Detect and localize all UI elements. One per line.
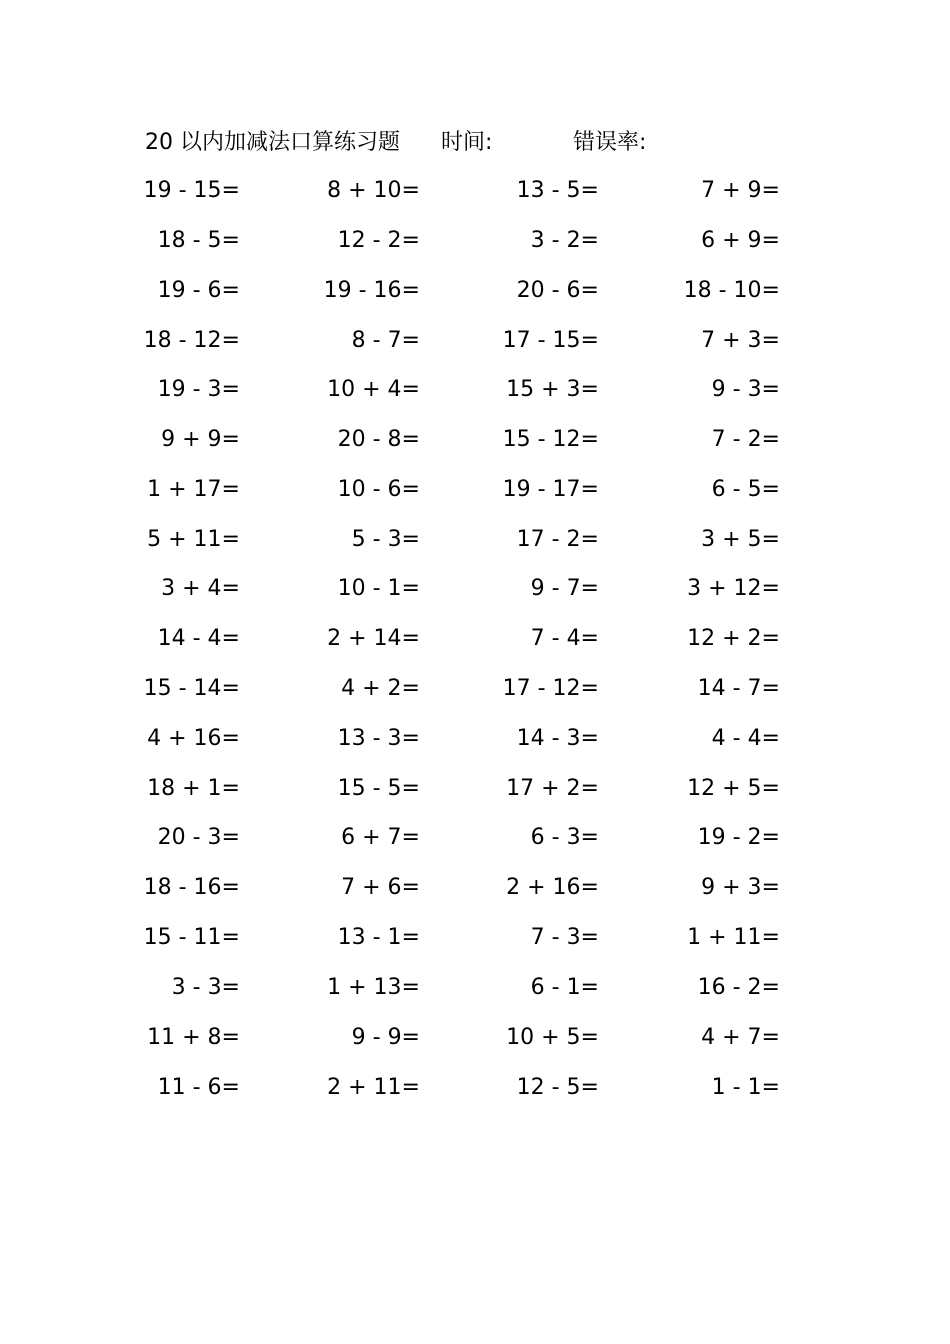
problem: 4 + 16= xyxy=(147,726,240,751)
problem: 12 + 5= xyxy=(687,776,780,801)
problem: 7 + 3= xyxy=(701,328,780,353)
problem: 1 + 13= xyxy=(327,975,420,1000)
problem: 13 - 1= xyxy=(337,925,420,950)
problem: 6 - 3= xyxy=(530,825,599,850)
problem: 17 + 2= xyxy=(506,776,599,801)
problem-row xyxy=(0,622,950,656)
problem-row xyxy=(0,373,950,407)
problem: 15 - 14= xyxy=(143,676,240,701)
problem: 9 + 9= xyxy=(161,427,240,452)
problem-row xyxy=(0,473,950,507)
problem-row xyxy=(0,921,950,955)
problem: 7 - 2= xyxy=(711,427,780,452)
problem: 2 + 11= xyxy=(327,1075,420,1100)
problem: 20 - 6= xyxy=(516,278,599,303)
problem: 6 - 1= xyxy=(530,975,599,1000)
problem: 3 + 4= xyxy=(161,576,240,601)
problem: 6 + 7= xyxy=(341,825,420,850)
problem: 14 - 7= xyxy=(697,676,780,701)
problem: 18 - 10= xyxy=(683,278,780,303)
problem: 6 + 9= xyxy=(701,228,780,253)
problem: 17 - 2= xyxy=(516,527,599,552)
problem: 15 - 12= xyxy=(502,427,599,452)
problem: 13 - 5= xyxy=(516,178,599,203)
problem: 8 - 7= xyxy=(351,328,420,353)
problem-row xyxy=(0,971,950,1005)
problem: 3 + 12= xyxy=(687,576,780,601)
problem: 5 - 3= xyxy=(351,527,420,552)
problem: 10 - 1= xyxy=(337,576,420,601)
problem: 11 + 8= xyxy=(147,1025,240,1050)
problem: 19 - 2= xyxy=(697,825,780,850)
problem: 15 - 11= xyxy=(143,925,240,950)
problem: 19 - 17= xyxy=(502,477,599,502)
problem-row xyxy=(0,722,950,756)
problem: 8 + 10= xyxy=(327,178,420,203)
problem: 15 - 5= xyxy=(337,776,420,801)
problem: 17 - 15= xyxy=(502,328,599,353)
problem: 2 + 14= xyxy=(327,626,420,651)
problem: 4 + 2= xyxy=(341,676,420,701)
problem: 19 - 3= xyxy=(157,377,240,402)
problem-row xyxy=(0,324,950,358)
problem: 14 - 3= xyxy=(516,726,599,751)
problem: 3 - 3= xyxy=(171,975,240,1000)
problem: 18 - 16= xyxy=(143,875,240,900)
problem: 9 - 3= xyxy=(711,377,780,402)
problem: 10 + 5= xyxy=(506,1025,599,1050)
problem: 5 + 11= xyxy=(147,527,240,552)
problem: 7 - 3= xyxy=(530,925,599,950)
problem: 6 - 5= xyxy=(711,477,780,502)
problem-row xyxy=(0,772,950,806)
problem: 19 - 6= xyxy=(157,278,240,303)
problem: 1 + 11= xyxy=(687,925,780,950)
problem: 14 - 4= xyxy=(157,626,240,651)
problem-row xyxy=(0,821,950,855)
problem: 3 + 5= xyxy=(701,527,780,552)
problem-row xyxy=(0,1021,950,1055)
problem: 7 + 6= xyxy=(341,875,420,900)
problem: 15 + 3= xyxy=(506,377,599,402)
problem: 20 - 8= xyxy=(337,427,420,452)
problem-row xyxy=(0,572,950,606)
problem: 4 + 7= xyxy=(701,1025,780,1050)
problem: 20 - 3= xyxy=(157,825,240,850)
problem-row xyxy=(0,523,950,557)
problem: 2 + 16= xyxy=(506,875,599,900)
problem: 11 - 6= xyxy=(157,1075,240,1100)
problem: 7 - 4= xyxy=(530,626,599,651)
problem: 17 - 12= xyxy=(502,676,599,701)
problem: 16 - 2= xyxy=(697,975,780,1000)
problem: 3 - 2= xyxy=(530,228,599,253)
problem: 13 - 3= xyxy=(337,726,420,751)
problem-row xyxy=(0,871,950,905)
problem: 18 + 1= xyxy=(147,776,240,801)
problem: 9 - 7= xyxy=(530,576,599,601)
problem: 10 - 6= xyxy=(337,477,420,502)
problem: 10 + 4= xyxy=(327,377,420,402)
time-label: 时间: xyxy=(441,130,493,155)
problem: 7 + 9= xyxy=(701,178,780,203)
problem: 18 - 5= xyxy=(157,228,240,253)
problem: 19 - 15= xyxy=(143,178,240,203)
problem-row xyxy=(0,423,950,457)
problem-row xyxy=(0,174,950,208)
problem: 19 - 16= xyxy=(323,278,420,303)
problem: 4 - 4= xyxy=(711,726,780,751)
problem: 1 + 17= xyxy=(147,477,240,502)
problem: 18 - 12= xyxy=(143,328,240,353)
problem-row xyxy=(0,224,950,258)
problem: 1 - 1= xyxy=(711,1075,780,1100)
problem: 12 + 2= xyxy=(687,626,780,651)
problem: 9 - 9= xyxy=(351,1025,420,1050)
problem: 12 - 5= xyxy=(516,1075,599,1100)
error-rate-label: 错误率: xyxy=(573,130,647,155)
problem-row xyxy=(0,672,950,706)
problem: 12 - 2= xyxy=(337,228,420,253)
worksheet-title: 20 以内加减法口算练习题 xyxy=(145,130,400,155)
problem-row xyxy=(0,1071,950,1105)
problem-row xyxy=(0,274,950,308)
problem: 9 + 3= xyxy=(701,875,780,900)
